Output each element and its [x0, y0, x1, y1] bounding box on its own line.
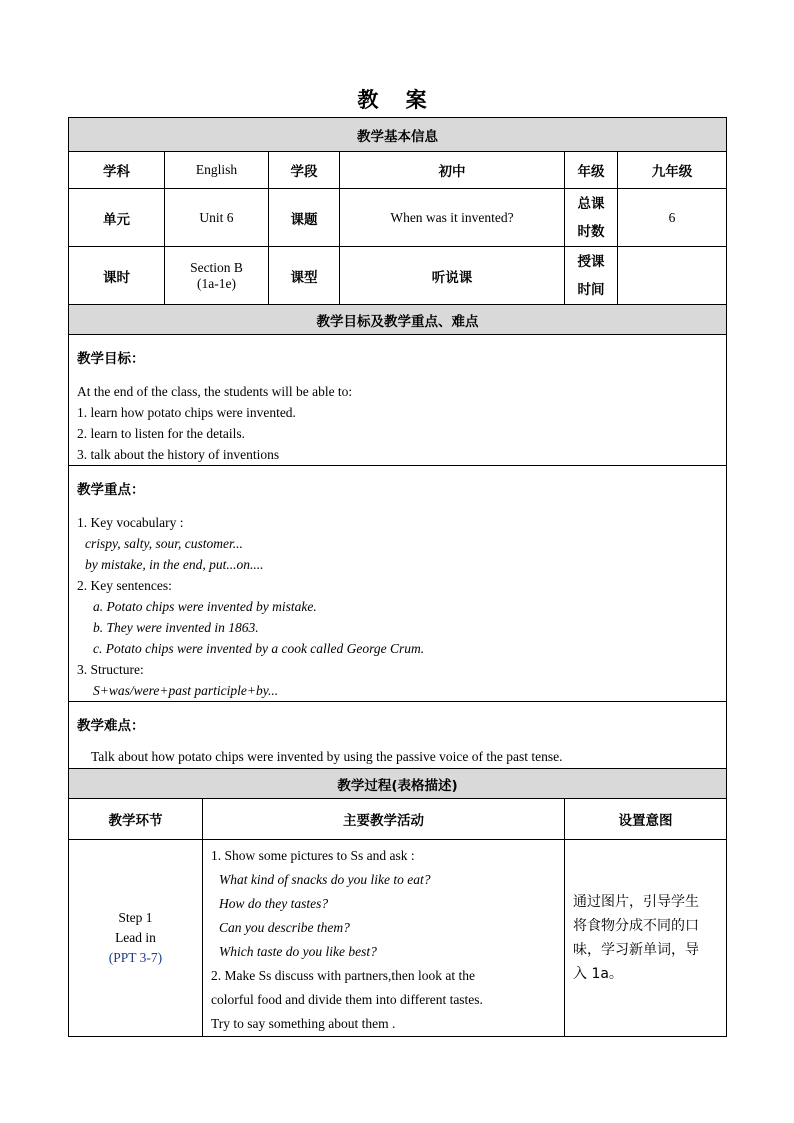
period-value — [165, 247, 269, 305]
difficulty-heading: 教学难点： — [77, 718, 145, 734]
step-ppt-range: (PPT 3-7) — [108, 950, 163, 965]
activity-line: What kind of snacks do you like to eat? — [219, 872, 431, 887]
key-point-line: b. They were invented in 1863. — [93, 620, 259, 635]
total-hours-label — [565, 189, 618, 247]
purpose-line: 将食物分成不同的口 — [573, 918, 699, 934]
key-points-heading: 教学重点： — [77, 482, 145, 498]
process-column-purpose: 设置意图 — [565, 799, 727, 840]
purpose-line: 通过图片，引导学生 — [573, 894, 699, 910]
unit-value: Unit 6 — [165, 189, 269, 247]
purpose-line: 味，学习新单词，导 — [573, 942, 699, 958]
activity-line: 2. Make Ss discuss with partners,then look at the — [211, 968, 475, 983]
subject-value: English — [165, 152, 269, 189]
goal-line: 2. learn to listen for the details. — [77, 426, 245, 441]
stage-value: 初中 — [340, 152, 565, 189]
activity-line: How do they tastes? — [219, 896, 329, 911]
goal-line: 3. talk about the history of inventions — [77, 447, 280, 462]
stage-label: 学段 — [269, 152, 340, 189]
period-label: 课时 — [69, 247, 165, 305]
teaching-goals-heading: 教学目标： — [77, 351, 145, 367]
lesson-type-label: 课型 — [269, 247, 340, 305]
basic-info-header: 教学基本信息 — [69, 118, 727, 152]
key-point-line: a. Potato chips were invented by mistake. — [93, 599, 317, 614]
step-cell — [69, 840, 203, 1037]
key-point-line: S+was/were+past participle+by... — [93, 683, 279, 698]
difficulty-line: Talk about how potato chips were invented by using the passive voice of the past tense. — [91, 749, 563, 764]
period-value-line1: Section B — [190, 259, 243, 275]
topic-value: When was it invented? — [340, 189, 565, 247]
grade-value: 九年级 — [618, 152, 727, 189]
total-hours-label-line2: 时数 — [577, 223, 605, 240]
lesson-type-value: 听说课 — [340, 247, 565, 305]
step-number: Step 1 — [118, 910, 153, 925]
activity-line: Can you describe them? — [219, 920, 350, 935]
activity-line: Which taste do you like best? — [219, 944, 377, 959]
teaching-time-label-line2: 时间 — [577, 281, 605, 298]
subject-label: 学科 — [69, 152, 165, 189]
teaching-goals-section — [69, 335, 727, 466]
total-hours-value: 6 — [618, 189, 727, 247]
goal-line: 1. learn how potato chips were invented. — [77, 405, 296, 420]
process-column-activity: 主要教学活动 — [203, 799, 565, 840]
process-column-step: 教学环节 — [69, 799, 203, 840]
teaching-time-label-line1: 授课 — [577, 253, 605, 270]
teaching-time-label — [565, 247, 618, 305]
teaching-time-value — [618, 247, 727, 305]
lesson-plan-table — [68, 117, 727, 1037]
period-value-line2: (1a-1e) — [197, 275, 236, 291]
unit-label: 单元 — [69, 189, 165, 247]
key-point-line: c. Potato chips were invented by a cook called George Crum. — [93, 641, 425, 656]
purpose-cell — [565, 840, 727, 1037]
page-title: 教 案 — [357, 88, 437, 112]
process-header: 教学过程(表格描述) — [69, 769, 727, 799]
grade-label: 年级 — [565, 152, 618, 189]
activity-line: colorful food and divide them into different tastes. — [211, 992, 483, 1007]
step-name: Lead in — [115, 930, 156, 945]
topic-label: 课题 — [269, 189, 340, 247]
key-point-line: 3. Structure: — [77, 662, 144, 677]
activity-line: Try to say something about them . — [211, 1016, 396, 1031]
key-points-section — [69, 466, 727, 702]
objectives-header: 教学目标及教学重点、难点 — [69, 305, 727, 335]
goal-line: At the end of the class, the students will be able to: — [77, 384, 353, 399]
key-point-line: 2. Key sentences: — [77, 578, 172, 593]
activity-cell — [203, 840, 565, 1037]
key-point-line: by mistake, in the end, put...on.... — [85, 557, 264, 572]
difficulty-section — [69, 702, 727, 769]
activity-line: 1. Show some pictures to Ss and ask : — [211, 848, 415, 863]
key-point-line: crispy, salty, sour, customer... — [85, 536, 243, 551]
purpose-line: 入 1a。 — [573, 966, 623, 982]
total-hours-label-line1: 总课 — [577, 195, 605, 212]
key-point-line: 1. Key vocabulary : — [77, 515, 184, 530]
